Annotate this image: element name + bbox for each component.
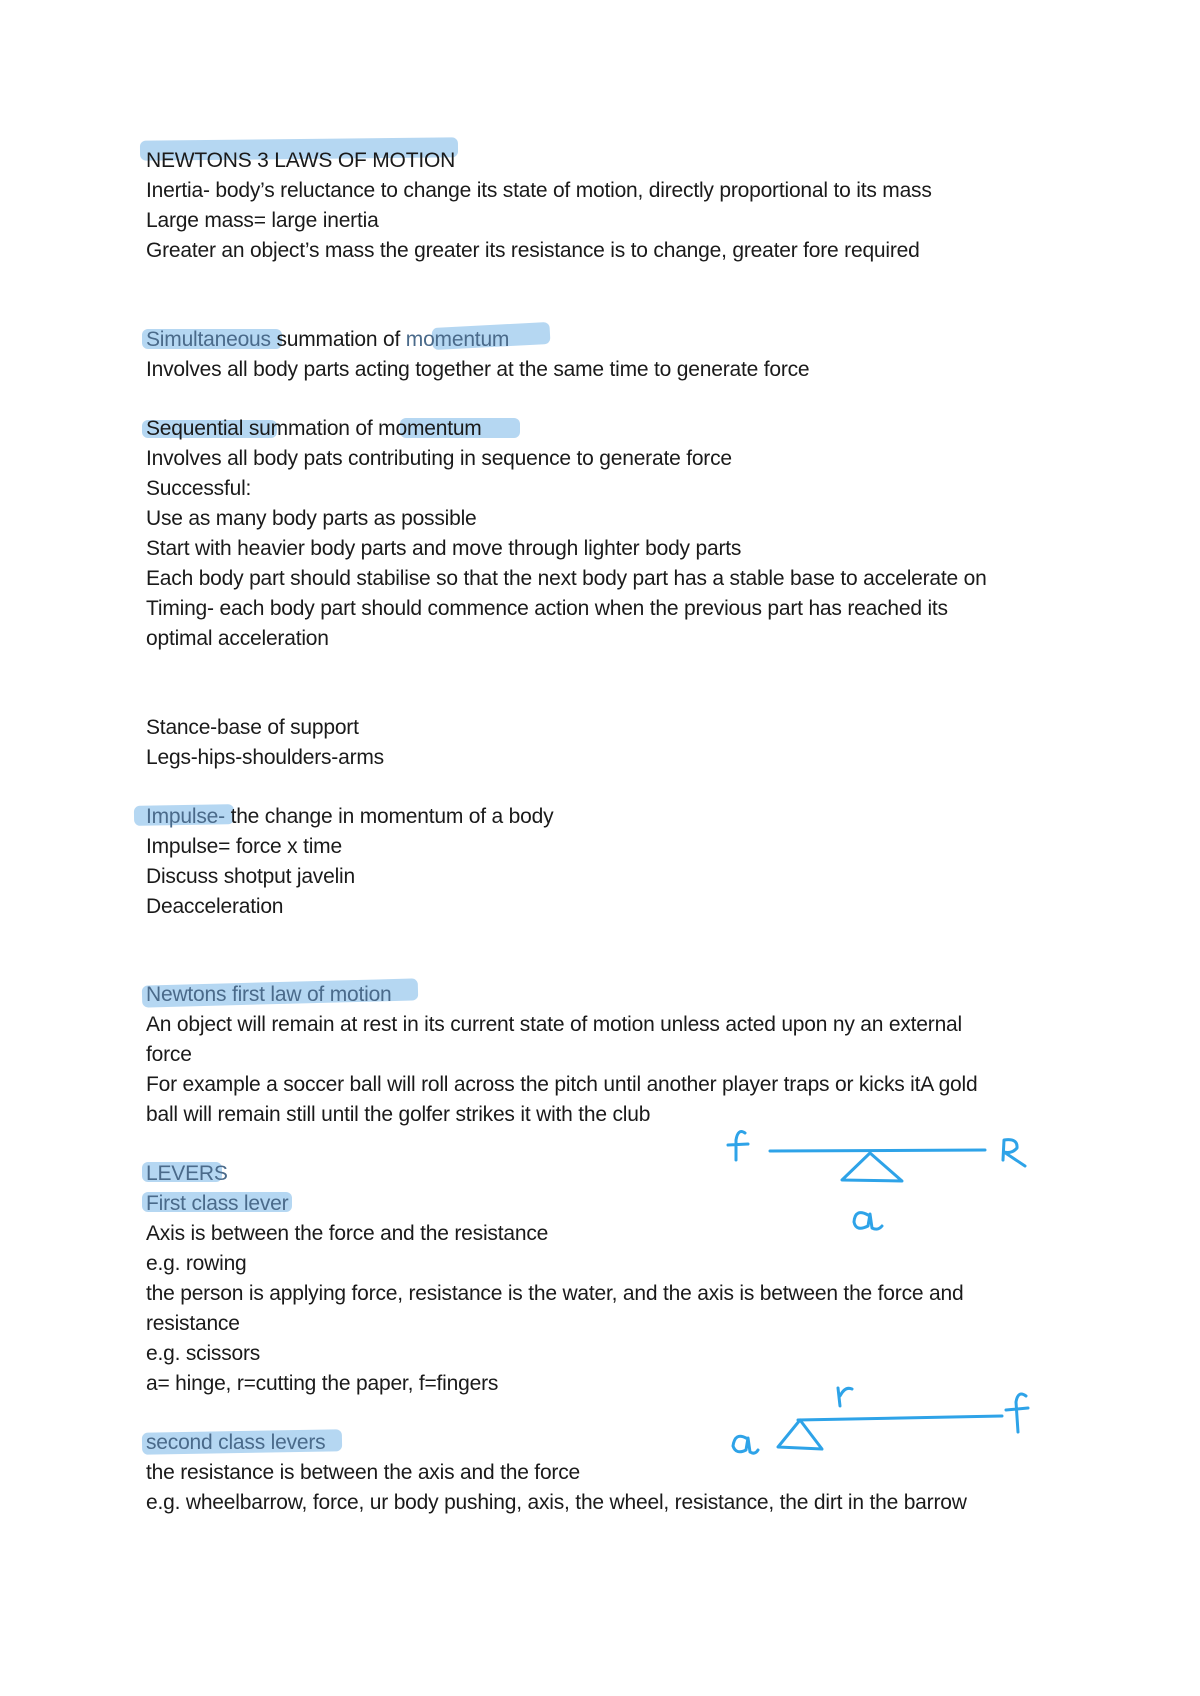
heading-sequential-summation: Sequential summation of momentum bbox=[146, 417, 482, 440]
text-impulse-definition: the change in momentum of a body bbox=[224, 805, 554, 828]
text-first-law-2: force bbox=[146, 1043, 192, 1066]
text-large-mass: Large mass= large inertia bbox=[146, 209, 379, 232]
text-stance: Stance-base of support bbox=[146, 716, 359, 739]
word-impulse: Impulse- bbox=[146, 805, 225, 828]
text-eg-wheelbarrow: e.g. wheelbarrow, force, ur body pushing, axis, the wheel, resistance, the dirt in the barrow bbox=[146, 1491, 967, 1514]
text-optimal-acceleration: optimal acceleration bbox=[146, 627, 329, 650]
text-use-many-parts: Use as many body parts as possible bbox=[146, 507, 477, 530]
text-legs-hips: Legs-hips-shoulders-arms bbox=[146, 746, 384, 769]
lever1-fulcrum-triangle bbox=[842, 1153, 902, 1181]
lever2-bar bbox=[798, 1416, 1002, 1420]
lever1-axis-glyph bbox=[854, 1213, 882, 1229]
text-scissors-desc: a= hinge, r=cutting the paper, f=fingers bbox=[146, 1372, 499, 1395]
text-greater-mass: Greater an object’s mass the greater its resistance is to change, greater fore required bbox=[146, 239, 920, 262]
text-eg-rowing: e.g. rowing bbox=[146, 1252, 247, 1275]
text-discuss-shotput: Discuss shotput javelin bbox=[146, 865, 355, 888]
heading-levers: LEVERS bbox=[146, 1162, 228, 1185]
word-momentum: momentum bbox=[405, 328, 510, 351]
text-example-1: For example a soccer ball will roll across the pitch until another player traps or kicks itA gold bbox=[146, 1073, 978, 1096]
heading-first-class-lever: First class lever bbox=[146, 1192, 289, 1215]
text-impulse-formula: Impulse= force x time bbox=[146, 835, 342, 858]
text-successful: Successful: bbox=[146, 477, 252, 500]
text-timing: Timing- each body part should commence action when the previous part has reached its bbox=[146, 597, 948, 620]
word-simultaneous: Simultaneous bbox=[146, 328, 271, 351]
lever1-bar bbox=[770, 1150, 985, 1151]
word-summation-of: summation of bbox=[276, 328, 401, 351]
heading-newtons-laws: NEWTONS 3 LAWS OF MOTION bbox=[146, 149, 456, 172]
text-simultaneous-desc: Involves all body parts acting together at the same time to generate force bbox=[146, 358, 810, 381]
heading-newtons-first-law: Newtons first law of motion bbox=[146, 983, 392, 1006]
text-stabilise: Each body part should stabilise so that the next body part has a stable base to accelerate on bbox=[146, 567, 987, 590]
text-sequential-desc: Involves all body pats contributing in sequence to generate force bbox=[146, 447, 732, 470]
text-axis-between: Axis is between the force and the resistance bbox=[146, 1222, 549, 1245]
lever2-resistance-glyph bbox=[838, 1388, 852, 1406]
lever2-fulcrum-triangle bbox=[778, 1420, 822, 1449]
text-example-2: ball will remain still until the golfer strikes it with the club bbox=[146, 1103, 651, 1126]
lever1-resistance-glyph bbox=[1003, 1140, 1025, 1166]
heading-second-class-levers: second class levers bbox=[146, 1431, 326, 1454]
text-resistance: resistance bbox=[146, 1312, 240, 1335]
text-first-law-1: An object will remain at rest in its current state of motion unless acted upon ny an external bbox=[146, 1013, 962, 1036]
text-eg-scissors: e.g. scissors bbox=[146, 1342, 261, 1365]
first-class-lever-sketch bbox=[728, 1132, 1025, 1230]
text-deacceleration: Deacceleration bbox=[146, 895, 284, 918]
lever1-force-glyph bbox=[728, 1132, 748, 1160]
lever2-axis-glyph bbox=[733, 1436, 758, 1453]
text-inertia: Inertia- body’s reluctance to change its state of motion, directly proportional to its mass bbox=[146, 179, 932, 202]
second-class-lever-sketch bbox=[733, 1388, 1028, 1453]
text-heavier-parts: Start with heavier body parts and move through lighter body parts bbox=[146, 537, 742, 560]
text-rowing-desc: the person is applying force, resistance is the water, and the axis is between the force and bbox=[146, 1282, 964, 1305]
lever2-force-glyph bbox=[1006, 1394, 1028, 1432]
text-resistance-between: the resistance is between the axis and the force bbox=[146, 1461, 580, 1484]
